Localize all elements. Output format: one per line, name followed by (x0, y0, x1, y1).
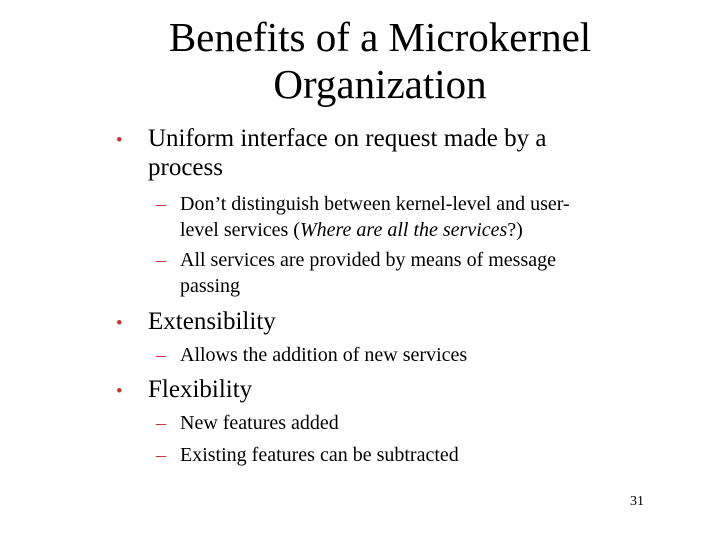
sub-bullet-line: passing (180, 275, 240, 297)
bullet-line: Extensibility (148, 308, 276, 335)
sub-bullet-italic: Where are all the services (299, 219, 508, 241)
sub-bullet-line: Allows the addition of new services (180, 344, 468, 366)
title-line-2: Organization (273, 61, 487, 107)
sub-bullet-line: All services are provided by means of message (180, 249, 556, 271)
sub-bullet-line: Existing features can be subtracted (180, 444, 459, 466)
title-line-1: Benefits of a Microkernel (168, 14, 592, 60)
sub-bullet-dash: – (156, 249, 166, 271)
sub-bullet-text (180, 191, 670, 243)
sub-bullet-segment: ?) (507, 219, 523, 241)
bullet-text (148, 307, 648, 336)
bullet-marker: • (116, 130, 123, 151)
sub-bullet-line: Don’t distinguish between kernel-level and user- (180, 193, 570, 215)
sub-bullet-dash: – (156, 344, 166, 366)
bullet-line: Uniform interface on request made by a (148, 125, 547, 152)
sub-bullet-dash: – (156, 193, 166, 215)
sub-bullet-dash: – (156, 412, 166, 434)
bullet-text (148, 375, 648, 404)
bullet-line: Flexibility (148, 376, 253, 403)
sub-bullet-line (180, 217, 670, 243)
bullet-line: process (148, 154, 223, 181)
sub-bullet-line: New features added (180, 412, 339, 434)
sub-bullet-text (180, 410, 670, 436)
bullet-marker: • (116, 381, 123, 402)
slide-title (120, 14, 640, 108)
bullet-marker: • (116, 313, 123, 334)
page-number: 31 (630, 494, 644, 509)
sub-bullet-segment: level services ( (180, 219, 300, 241)
sub-bullet-dash: – (156, 444, 166, 466)
bullet-text (148, 124, 648, 182)
sub-bullet-text (180, 342, 670, 368)
sub-bullet-text (180, 442, 670, 468)
sub-bullet-text (180, 247, 670, 299)
